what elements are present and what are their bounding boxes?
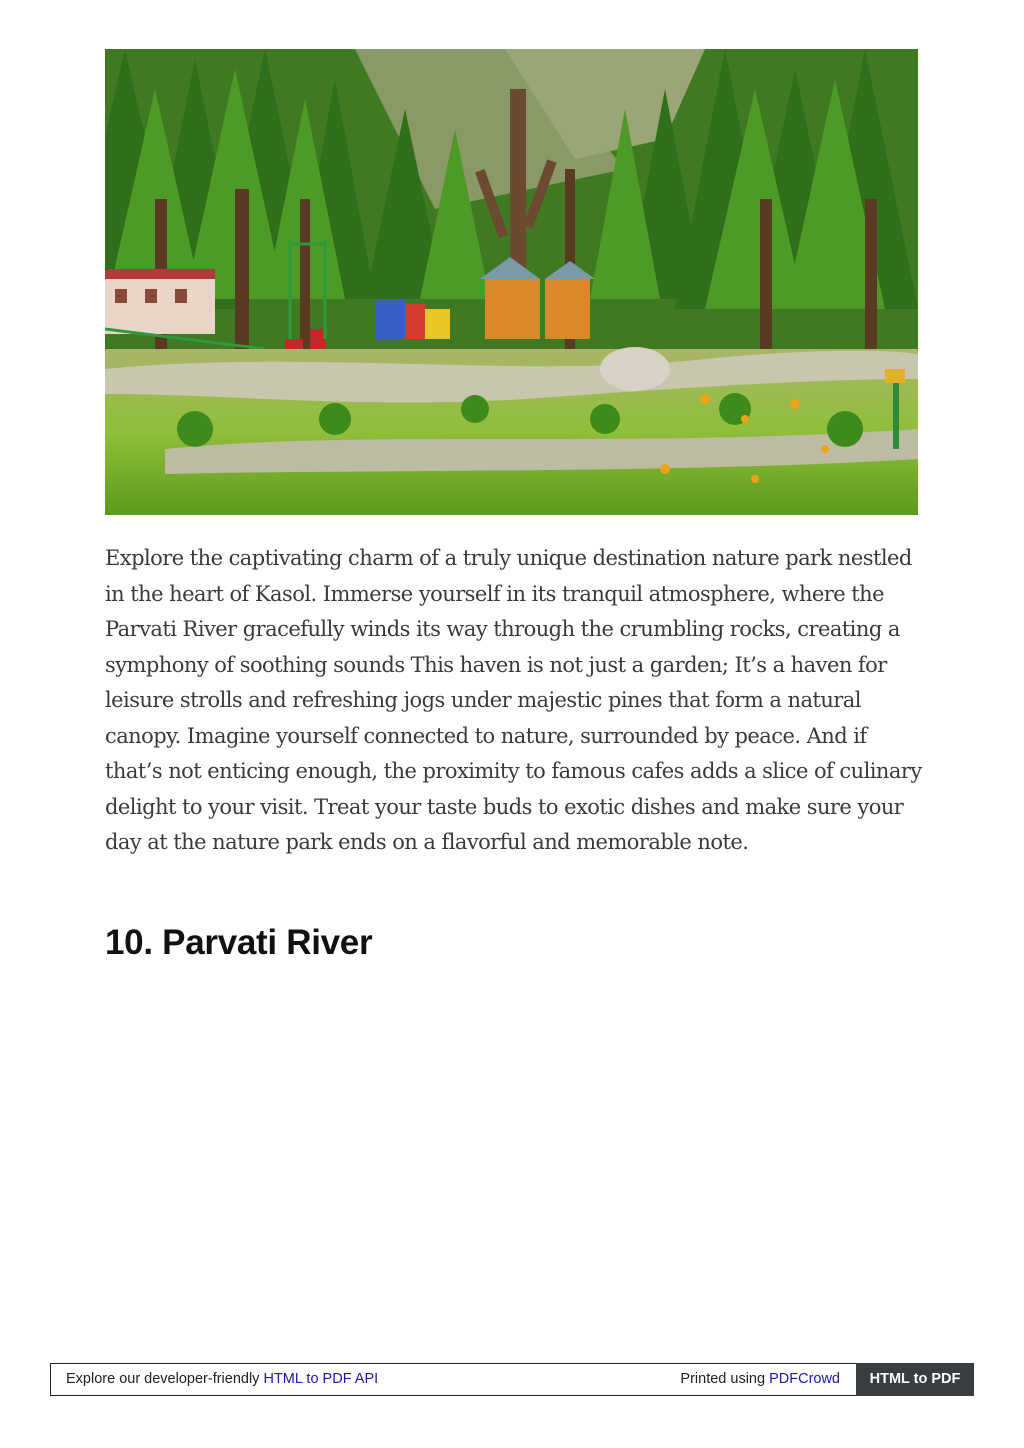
footer-printed-text: Printed using xyxy=(680,1371,770,1387)
footer-printed-using xyxy=(680,1364,840,1395)
html-to-pdf-api-link[interactable]: HTML to PDF API xyxy=(263,1371,379,1387)
footer-promo-text: Explore our developer-friendly xyxy=(66,1371,264,1387)
html-to-pdf-badge-button[interactable]: HTML to PDF xyxy=(856,1363,974,1396)
footer-promo xyxy=(66,1364,378,1395)
pdfcrowd-link[interactable]: PDFCrowd xyxy=(769,1371,840,1387)
section-heading: 10. Parvati River xyxy=(105,923,373,962)
nature-park-photo xyxy=(105,49,918,515)
pdf-footer-bar xyxy=(50,1363,974,1396)
article-paragraph: Explore the captivating charm of a truly unique destination nature park nestled in the heart of Kasol. Immerse yourself in its tranquil atmosphere, where the Parvati River gracefully winds its way through the crumbling rocks, creating a symphony of soothing sounds This haven is not just a garden; It’s a haven for leisure strolls and refreshing jogs under majestic pines that form a natural canopy. Imagine yourself connected to nature, surrounded by peace. And if that’s not enticing enough, the proximity to famous cafes adds a slice of culinary delight to your visit. Treat your taste buds to exotic dishes and make sure your day at the nature park ends on a flavorful and memorable note. xyxy=(105,546,922,854)
nature-park-illustration xyxy=(105,49,918,515)
